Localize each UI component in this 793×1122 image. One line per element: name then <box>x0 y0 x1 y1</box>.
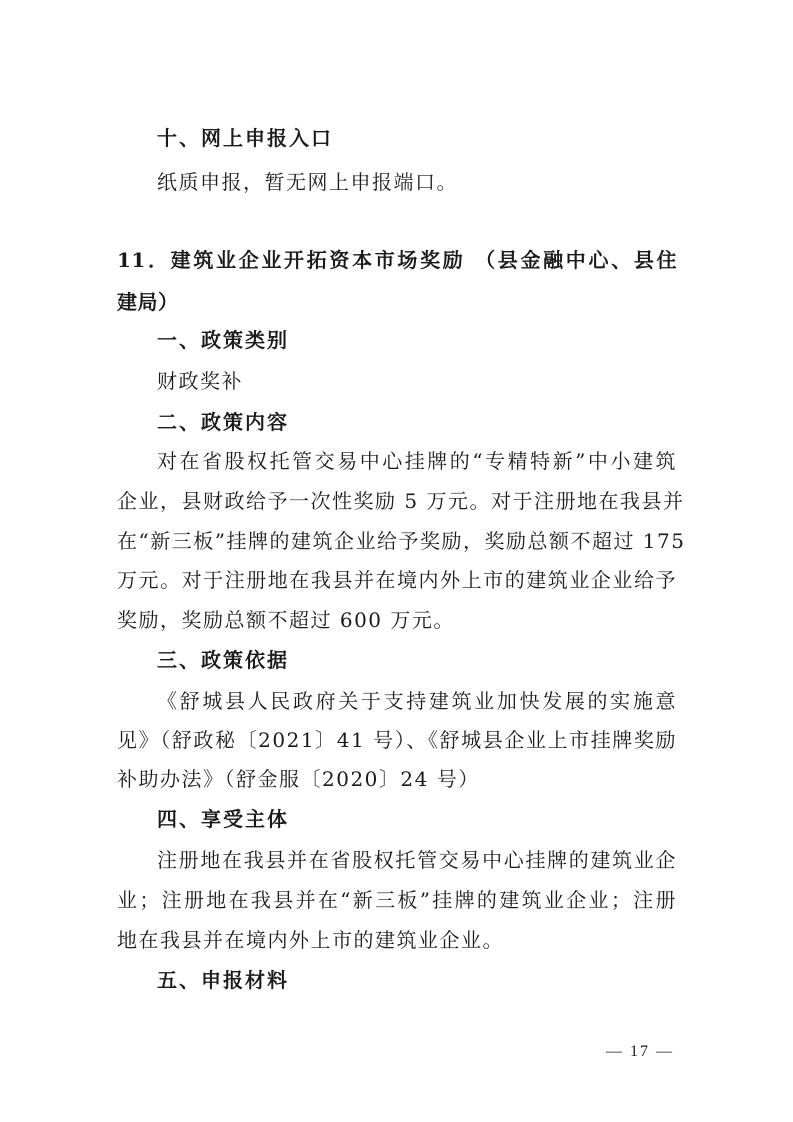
section-10-body: 纸质申报，暂无网上申报端口。 <box>157 170 458 194</box>
section-4-line-1: 注册地在我县并在省股权托管交易中心挂牌的建筑业企 <box>157 848 677 872</box>
section-3-line-1: 《舒城县人民政府关于支持建筑业加快发展的实施意 <box>157 689 677 713</box>
section-2-heading: 二、政策内容 <box>157 410 289 434</box>
section-2-line-2: 企业，县财政给予一次性奖励 5 万元。对于注册地在我县并 <box>117 489 685 513</box>
section-4-line-2: 业；注册地在我县并在“新三板”挂牌的建筑业企业；注册 <box>117 888 677 912</box>
item-title-line-2: 建局） <box>117 290 179 314</box>
section-2-line-1: 对在省股权托管交易中心挂牌的“专精特新”中小建筑 <box>157 449 677 473</box>
section-3-heading: 三、政策依据 <box>157 648 289 672</box>
section-3-line-2: 见》（舒政秘〔2021〕41 号）、《舒城县企业上市挂牌奖励 <box>117 728 677 752</box>
section-2-line-5: 奖励，奖励总额不超过 600 万元。 <box>117 608 455 632</box>
section-4-heading: 四、享受主体 <box>157 807 289 831</box>
section-2-line-3: 在“新三板”挂牌的建筑企业给予奖励，奖励总额不超过 175 <box>117 529 686 553</box>
page-number: — 17 — <box>606 1043 674 1060</box>
section-1-heading: 一、政策类别 <box>157 328 289 352</box>
section-1-body: 财政奖补 <box>157 369 243 393</box>
section-3-line-3: 补助办法》（舒金服〔2020〕24 号） <box>117 767 480 791</box>
section-5-heading: 五、申报材料 <box>157 968 289 992</box>
section-10-heading: 十、网上申报入口 <box>157 126 333 150</box>
item-title-line-1: 11．建筑业企业开拓资本市场奖励 （县金融中心、县住 <box>117 248 677 272</box>
section-2-line-4: 万元。对于注册地在我县并在境内外上市的建筑业企业给予 <box>117 568 677 592</box>
section-4-line-3: 地在我县并在境内外上市的建筑业企业。 <box>117 928 504 952</box>
